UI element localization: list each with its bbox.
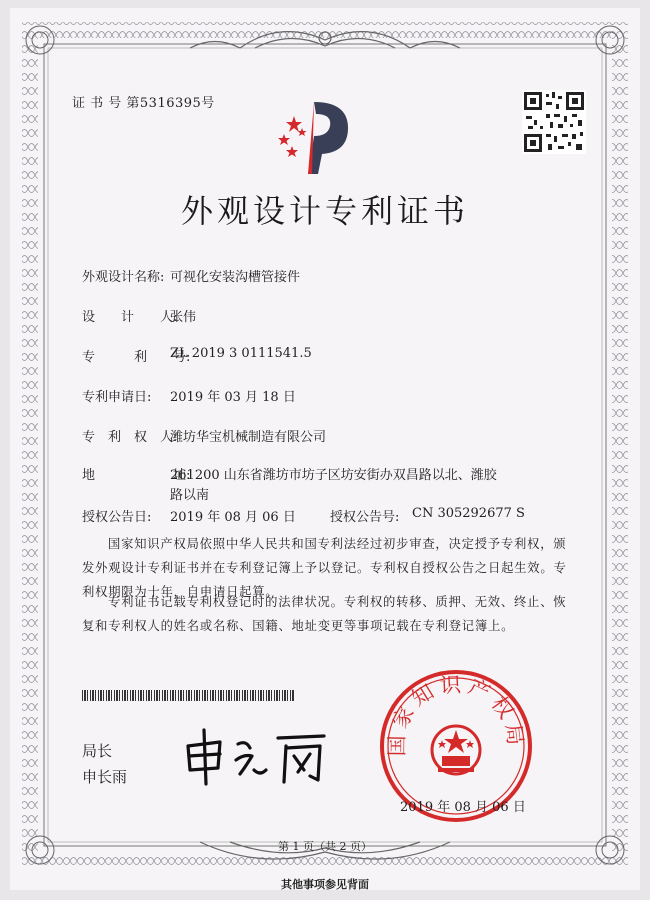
field-value-application-date: 2019 年 03 月 18 日 [170,390,296,405]
field-label-address: 地 址: [82,468,191,483]
field-label-patentee: 专 利 权 人: [82,430,178,445]
back-note: 其他事项参见背面 [281,878,369,891]
signatory-name: 申长雨 [82,768,128,786]
barcode [82,690,294,701]
cnipa-logo [278,96,358,176]
seal-text: 国家知识产权局 [384,672,529,757]
certificate-title: 外观设计专利证书 [180,192,469,230]
field-value-address: 261200 山东省潍坊市坊子区坊安街办双昌路以北、潍胶 [170,468,497,483]
grant-statement: 国家知识产权局依照中华人民共和国专利法经过初步审查，决定授予专利权，颁发外观设计专利证书并在专利登记簿上予以登记。专利权自授权公告之日起生效。专利权期限为十年，自申请日起算。 [82,537,567,599]
qr-code [522,90,586,154]
handwritten-signature [180,726,330,786]
field-value-designer: 张伟 [170,310,197,325]
field-label-patent-number: 专 利 号: [82,350,191,365]
field-value-design-name: 可视化安装沟槽管接件 [170,270,301,285]
legal-status-statement: 专利证书记载专利权登记时的法律状况。专利权的转移、质押、无效、终止、恢复和专利权人的姓名或名称、国籍、地址变更等事项记载在专利登记簿上。 [82,595,567,633]
field-label-designer: 设 计 人: [82,310,178,325]
field-value-patent-number: ZL 2019 3 0111541.5 [170,346,312,361]
page-info: 第 1 页（共 2 页） [278,840,372,853]
field-label-grant-number: 授权公告号: [330,510,400,525]
field-value-address-line2: 路以南 [170,488,210,503]
field-value-grant-number: CN 305292677 S [412,506,525,521]
field-value-grant-date: 2019 年 08 月 06 日 [170,510,296,525]
certificate-number: 证 书 号 第5316395号 [72,96,215,111]
field-label-application-date: 专利申请日: [82,390,152,405]
signatory-title: 局长 [82,742,113,760]
field-value-patentee: 潍坊华宝机械制造有限公司 [170,430,327,445]
field-label-grant-date: 授权公告日: [82,510,152,525]
field-label-design-name: 外观设计名称: [82,270,165,285]
national-emblem [432,726,480,774]
seal-date: 2019 年 08 月 06 日 [400,800,526,815]
